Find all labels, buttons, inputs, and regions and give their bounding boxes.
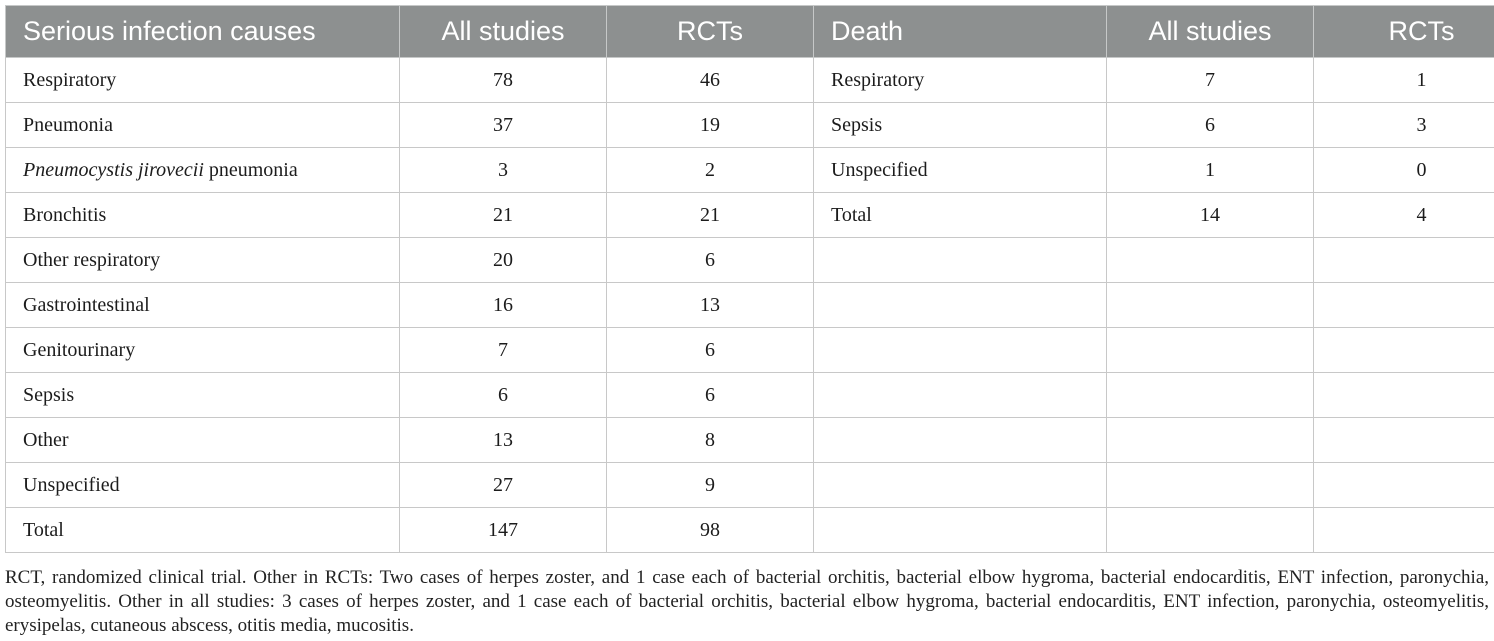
all-studies-cell: 7 (400, 328, 607, 373)
cause-text: pneumonia (208, 158, 298, 181)
header-death-all-studies: All studies (1107, 6, 1314, 58)
table-body (6, 58, 1494, 553)
death-rcts-cell: 1 (1314, 58, 1494, 103)
table-footnote: RCT, randomized clinical trial. Other in RCTs: Two cases of herpes zoster, and 1 case each of bacterial orchitis, bacterial elbow hygroma, bacterial endocarditis, ENT infection, paronychia, osteomyelitis. Other in all studies: 3 cases of herpes zoster, and 1 case each of bacterial orchitis, bacterial elbow hygroma, bacterial endocarditis, ENT infection, paronychia, osteomyelitis, erysipelas, cutaneous abscess, otitis media, mucositis. (5, 567, 1489, 636)
cause-cell: Total (6, 508, 400, 553)
empty-cell (1107, 238, 1314, 283)
cause-cell: Other (6, 418, 400, 463)
empty-cell (1314, 328, 1494, 373)
rcts-cell: 6 (607, 328, 814, 373)
rcts-cell: 6 (607, 373, 814, 418)
header-serious-infection-causes: Serious infection causes (6, 6, 400, 58)
cause-cell: Gastrointestinal (6, 283, 400, 328)
all-studies-cell: 16 (400, 283, 607, 328)
empty-cell (1314, 418, 1494, 463)
all-studies-cell: 6 (400, 373, 607, 418)
rcts-cell: 13 (607, 283, 814, 328)
empty-cell (1314, 283, 1494, 328)
death-rcts-cell: 3 (1314, 103, 1494, 148)
cause-cell: Pneumonia (6, 103, 400, 148)
table-row (6, 463, 1494, 508)
table-row (6, 238, 1494, 283)
empty-cell (1314, 373, 1494, 418)
empty-cell (1107, 283, 1314, 328)
death-rcts-cell: 4 (1314, 193, 1494, 238)
header-all-studies: All studies (400, 6, 607, 58)
death-cause-cell: Total (814, 193, 1107, 238)
cause-cell: Bronchitis (6, 193, 400, 238)
header-rcts: RCTs (607, 6, 814, 58)
rcts-cell: 9 (607, 463, 814, 508)
empty-cell (1107, 508, 1314, 553)
all-studies-cell: 147 (400, 508, 607, 553)
death-rcts-cell: 0 (1314, 148, 1494, 193)
all-studies-cell: 21 (400, 193, 607, 238)
rcts-cell: 19 (607, 103, 814, 148)
empty-cell (1314, 463, 1494, 508)
all-studies-cell: 78 (400, 58, 607, 103)
rcts-cell: 6 (607, 238, 814, 283)
rcts-cell: 21 (607, 193, 814, 238)
empty-cell (814, 373, 1107, 418)
rcts-cell: 2 (607, 148, 814, 193)
table-row (6, 418, 1494, 463)
empty-cell (1314, 238, 1494, 283)
empty-cell (1107, 418, 1314, 463)
all-studies-cell: 27 (400, 463, 607, 508)
death-all-studies-cell: 7 (1107, 58, 1314, 103)
table-row (6, 58, 1494, 103)
table-row (6, 148, 1494, 193)
table-header (6, 6, 1494, 58)
table-row (6, 508, 1494, 553)
empty-cell (814, 463, 1107, 508)
table-row (6, 373, 1494, 418)
cause-cell: Genitourinary (6, 328, 400, 373)
death-cause-cell: Sepsis (814, 103, 1107, 148)
death-cause-cell: Unspecified (814, 148, 1107, 193)
header-row (6, 6, 1494, 58)
table-row (6, 283, 1494, 328)
cause-cell: Sepsis (6, 373, 400, 418)
rcts-cell: 46 (607, 58, 814, 103)
empty-cell (814, 328, 1107, 373)
all-studies-cell: 3 (400, 148, 607, 193)
header-death-rcts: RCTs (1314, 6, 1494, 58)
death-all-studies-cell: 6 (1107, 103, 1314, 148)
empty-cell (1107, 463, 1314, 508)
rcts-cell: 98 (607, 508, 814, 553)
cause-cell (6, 148, 400, 193)
table-row (6, 103, 1494, 148)
cause-italic-text: Pneumocystis jirovecii (23, 158, 204, 181)
all-studies-cell: 20 (400, 238, 607, 283)
all-studies-cell: 37 (400, 103, 607, 148)
empty-cell (1314, 508, 1494, 553)
empty-cell (1107, 373, 1314, 418)
cause-cell: Unspecified (6, 463, 400, 508)
empty-cell (814, 508, 1107, 553)
empty-cell (814, 283, 1107, 328)
table-row (6, 328, 1494, 373)
header-death: Death (814, 6, 1107, 58)
death-all-studies-cell: 1 (1107, 148, 1314, 193)
empty-cell (1107, 328, 1314, 373)
infection-causes-table (5, 5, 1494, 553)
table-row (6, 193, 1494, 238)
empty-cell (814, 418, 1107, 463)
cause-cell: Respiratory (6, 58, 400, 103)
empty-cell (814, 238, 1107, 283)
rcts-cell: 8 (607, 418, 814, 463)
all-studies-cell: 13 (400, 418, 607, 463)
death-cause-cell: Respiratory (814, 58, 1107, 103)
death-all-studies-cell: 14 (1107, 193, 1314, 238)
cause-cell: Other respiratory (6, 238, 400, 283)
